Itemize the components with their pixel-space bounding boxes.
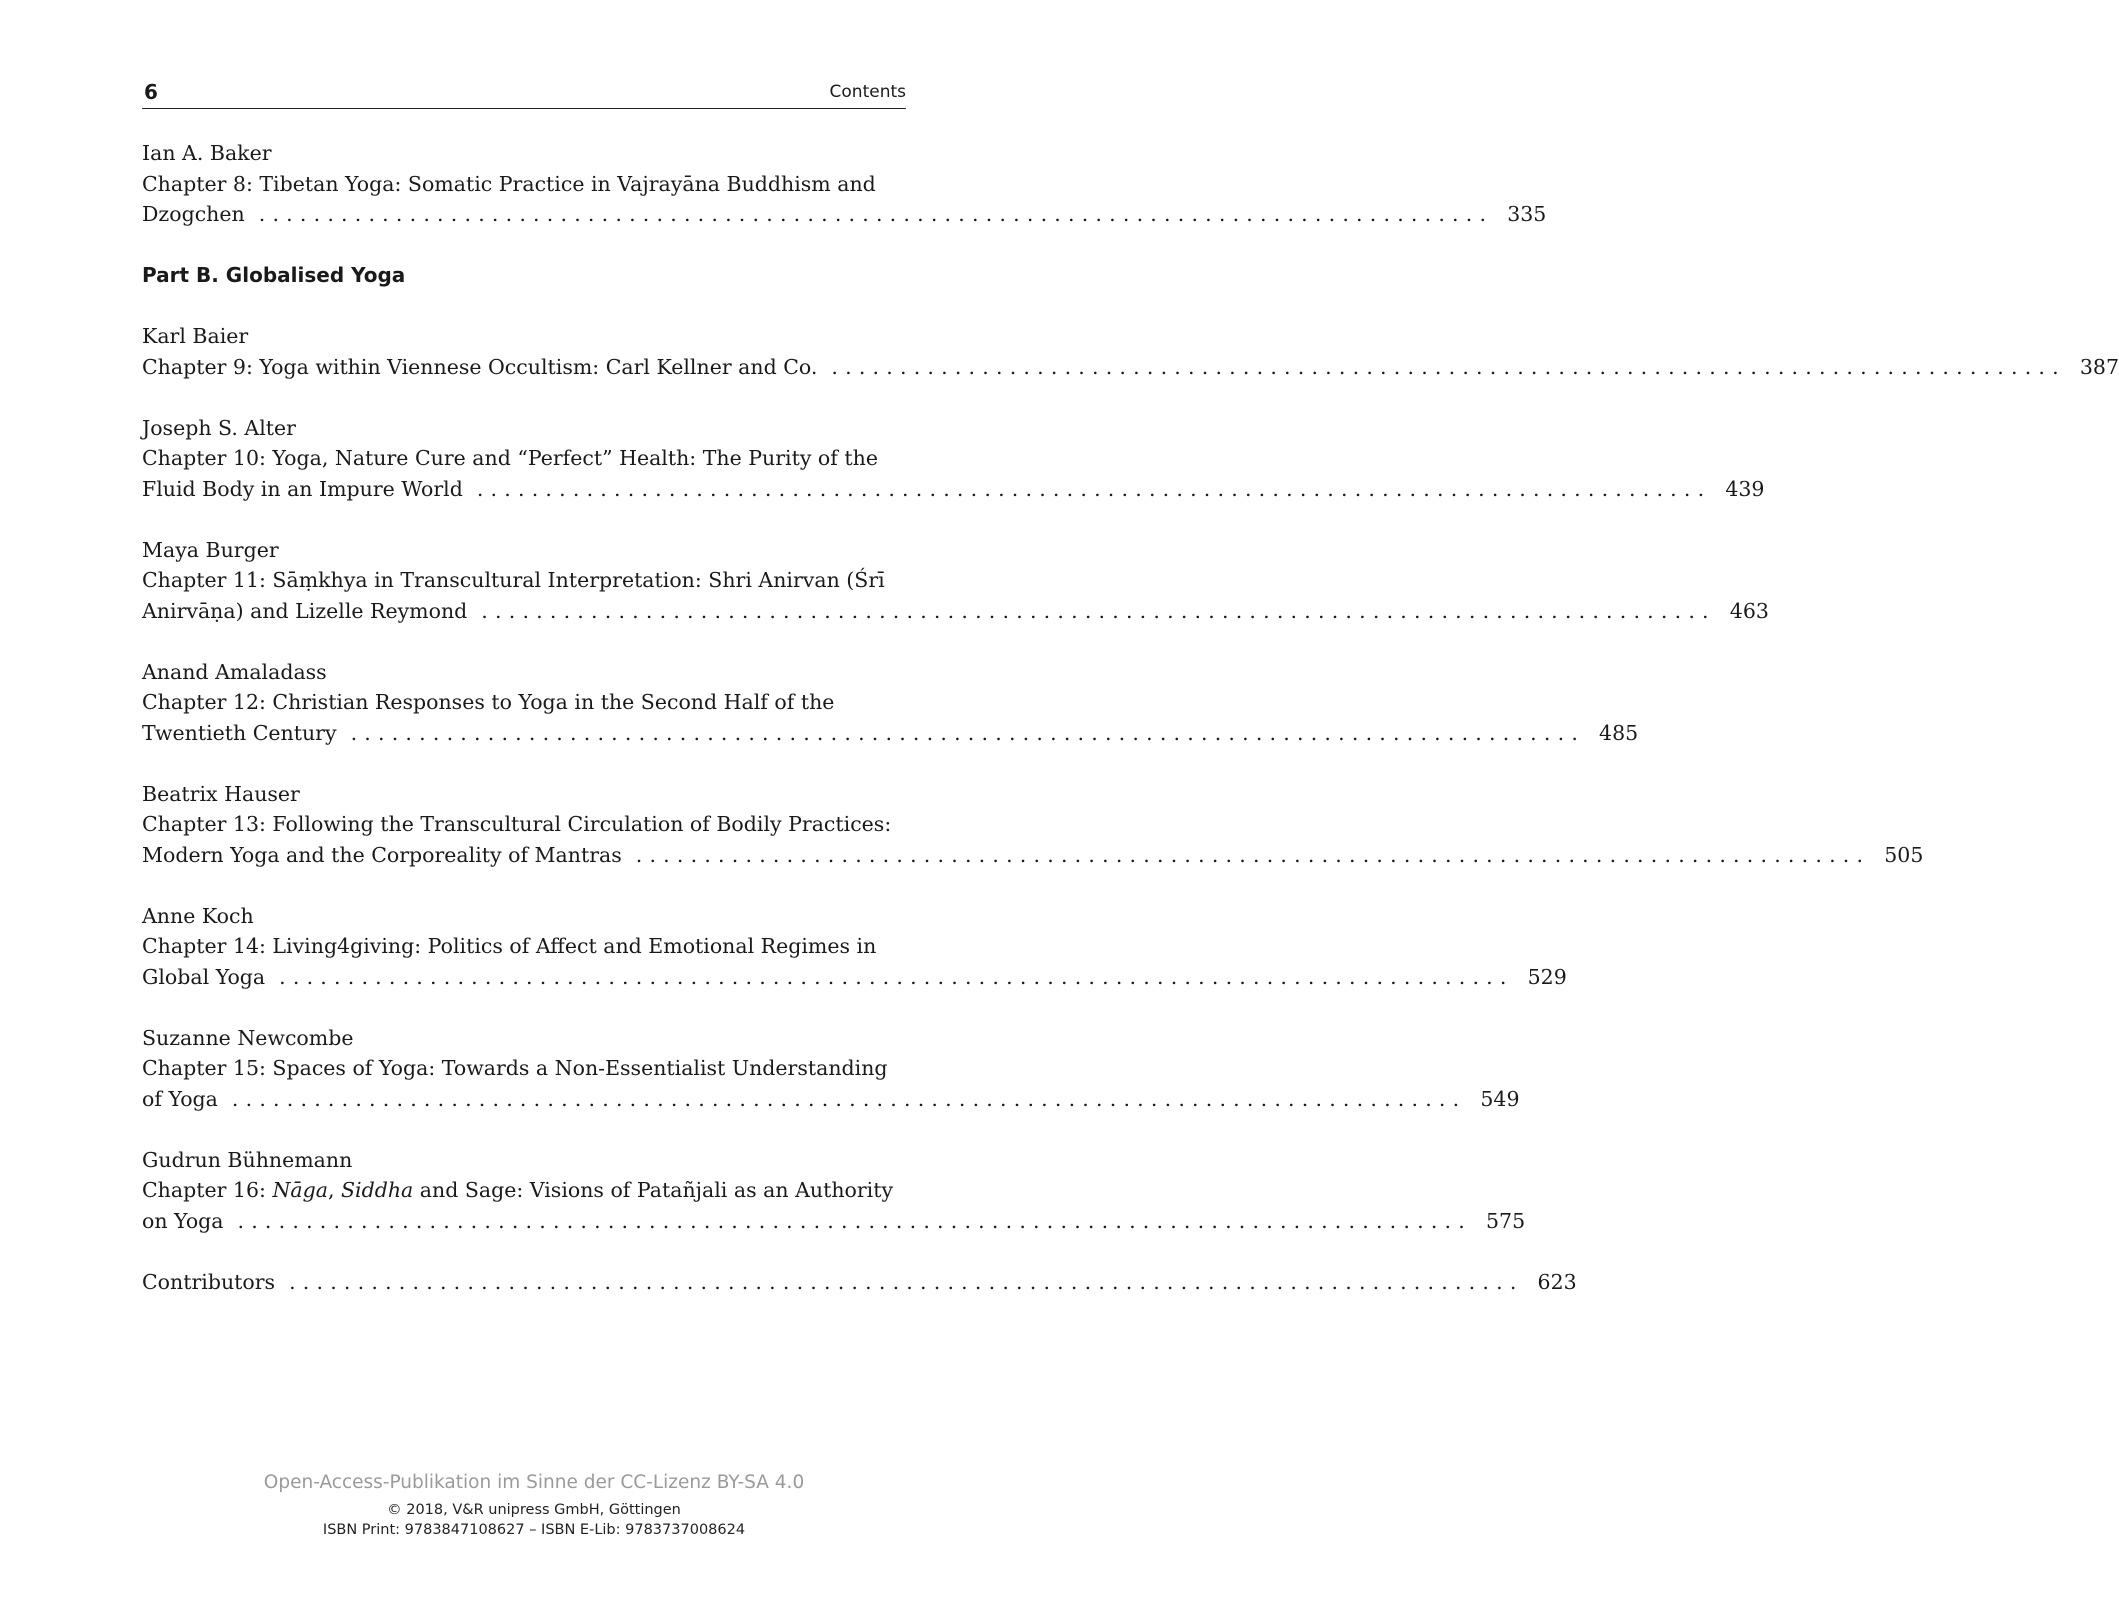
chapter-author: Gudrun Bühnemann [142,1147,353,1172]
isbn-line: ISBN Print: 9783847108627 – ISBN E-Lib: 9783737008624 [322,1522,746,1538]
chapter-author: Karl Baier [142,324,249,348]
page-number-ref: 485 [1599,720,1639,745]
toc-entry-contributors[interactable] [142,1267,1577,1298]
dot-leader: .......................................................................................... [279,964,1514,989]
chapter-title-prefix: Chapter 16: [142,1178,273,1202]
toc-entry-chapter-14[interactable] [142,901,1567,993]
dot-leader: .......................................................................................... [635,842,1871,867]
chapter-author: Anne Koch [142,903,254,928]
chapter-title-line: Global Yoga [142,964,266,989]
toc-entry-chapter-9[interactable] [142,321,2119,382]
chapter-title-line: Chapter 15: Spaces of Yoga: Towards a Non-Essentialist Understanding [142,1056,888,1080]
toc-entry-chapter-13[interactable] [142,779,1924,871]
part-heading: Part B. Globalised Yoga [142,263,406,287]
chapter-author: Beatrix Hauser [142,781,300,806]
chapter-author: Maya Burger [142,537,279,562]
dot-leader: .......................................................................................... [258,202,1494,226]
page-number-ref: 335 [1507,202,1547,226]
toc-entry-chapter-8[interactable] [142,138,1547,230]
page-number-ref: 463 [1729,598,1769,623]
chapter-title-line: Chapter 8: Tibetan Yoga: Somatic Practice in Vajrayāna Buddhism and [142,171,876,196]
page-number-ref: 505 [1884,842,1924,867]
table-of-contents [142,138,2119,1328]
chapter-title-line: Chapter 9: Yoga within Viennese Occultism: Carl Kellner and Co. [142,354,818,379]
dot-leader: .......................................................................................... [481,598,1716,623]
page-number-ref: 575 [1485,1208,1526,1233]
chapter-author: Suzanne Newcombe [142,1025,354,1050]
chapter-title-separator: , [327,1178,341,1202]
page-number-ref: 439 [1725,476,1765,501]
chapter-author: Ian A. Baker [142,141,272,165]
toc-entry-chapter-15[interactable] [142,1023,1520,1115]
chapter-title-line: of Yoga [142,1086,218,1111]
page-number-ref: 549 [1480,1086,1520,1111]
toc-entry-chapter-16[interactable] [142,1145,1526,1237]
toc-entry-chapter-11[interactable] [142,535,1769,627]
chapter-title-line: Anirvāṇa) and Lizelle Reymond [142,598,468,623]
dot-leader: .......................................................................................... [237,1208,1472,1233]
page-number-ref: 623 [1537,1269,1577,1294]
chapter-title-line: Chapter 11: Sāṃkhya in Transcultural Interpretation: Shri Anirvan (Śrī [142,568,885,592]
chapter-author: Joseph S. Alter [142,415,296,440]
dot-leader: .......................................................................................... [350,720,1586,745]
copyright-line: © 2018, V&R unipress GmbH, Göttingen [387,1502,681,1518]
chapter-title-line: Chapter 14: Living4giving: Politics of Affect and Emotional Regimes in [142,934,877,958]
dot-leader: .......................................................................................... [289,1269,1524,1294]
chapter-title-line: Fluid Body in an Impure World [142,476,463,501]
chapter-title-rest: and Sage: Visions of Patañjali as an Authority [413,1178,894,1202]
running-title: Contents [829,82,906,102]
chapter-title-line: on Yoga [142,1208,224,1233]
page-header [142,78,906,109]
toc-entry-chapter-12[interactable] [142,657,1639,749]
dot-leader: .......................................................................................... [231,1086,1467,1111]
page-number: 6 [144,80,158,104]
chapter-title-line: Chapter 13: Following the Transcultural Circulation of Bodily Practices: [142,812,892,836]
chapter-title-line: Modern Yoga and the Corporeality of Mantras [142,842,622,867]
chapter-title-line [142,1175,906,1206]
toc-entry-chapter-10[interactable] [142,413,1765,505]
contributors-label: Contributors [142,1269,276,1294]
chapter-title-line: Chapter 12: Christian Responses to Yoga in the Second Half of the [142,690,835,714]
chapter-title-line: Dzogchen [142,202,245,226]
chapter-title-line: Chapter 10: Yoga, Nature Cure and “Perfect” Health: The Purity of the [142,446,878,470]
page-number-ref: 529 [1527,964,1567,989]
chapter-title-italic: Nāga [272,1178,328,1202]
chapter-author: Anand Amaladass [142,659,327,684]
chapter-title-italic: Siddha [341,1178,414,1202]
dot-leader: .......................................................................................... [476,476,1712,501]
page-number-ref: 387 [2079,354,2119,379]
chapter-title-line: Twentieth Century [142,720,337,745]
open-access-notice: Open-Access-Publikation im Sinne der CC-Lizenz BY-SA 4.0 [263,1472,805,1493]
dot-leader: .......................................................................................... [831,354,2066,379]
